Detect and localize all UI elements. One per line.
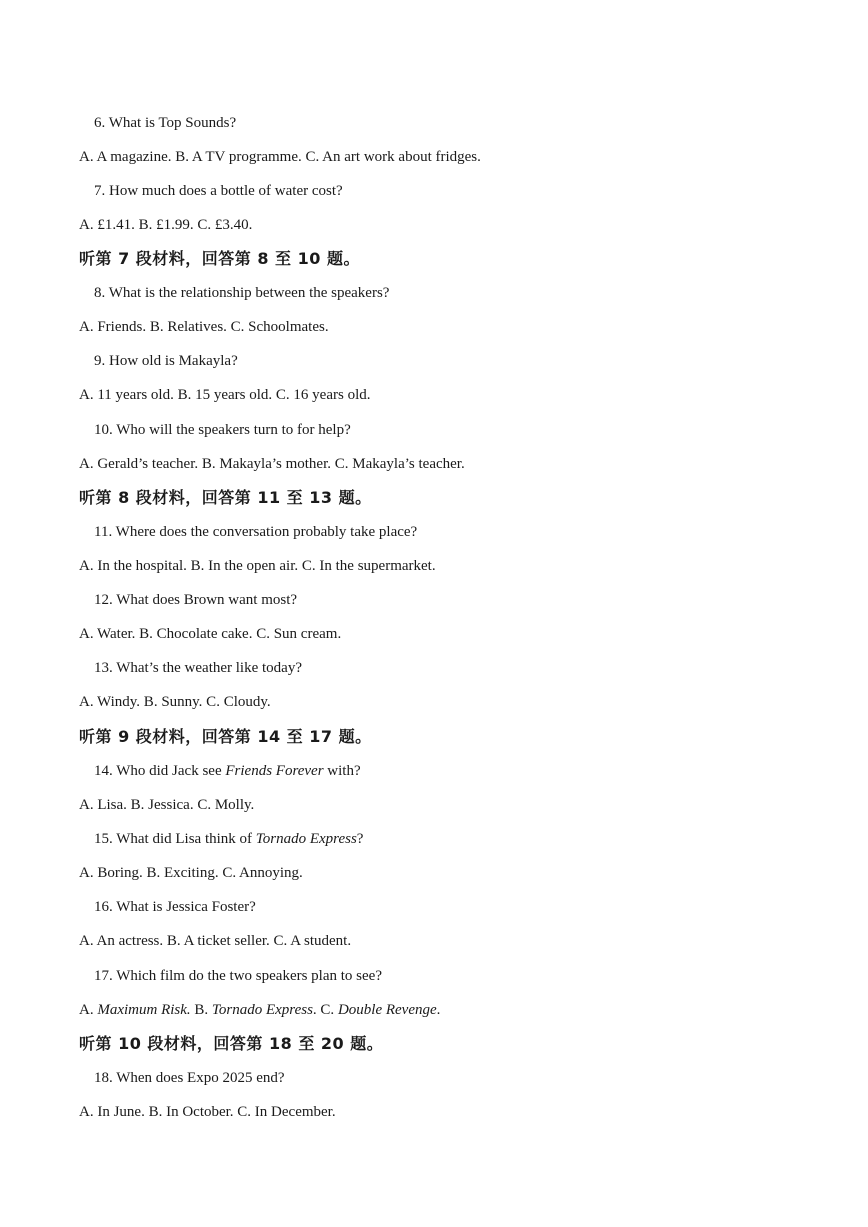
question-14-suffix: with? [323, 763, 361, 779]
section-heading-9: 听第 9 段材料，回答第 14 至 17 题。 [79, 727, 372, 746]
question-15-options: A. Boring. B. Exciting. C. Annoying. [79, 865, 303, 881]
question-9-options: A. 11 years old. B. 15 years old. C. 16 years old. [79, 387, 371, 403]
question-6-options: A. A magazine. B. A TV programme. C. An art work about fridges. [79, 149, 481, 165]
option-c-end: . [436, 1002, 441, 1018]
question-10-options: A. Gerald’s teacher. B. Makayla’s mother. C. Makayla’s teacher. [79, 456, 465, 472]
question-9: 9. How old is Makayla? [94, 353, 238, 369]
question-16-options: A. An actress. B. A ticket seller. C. A student. [79, 933, 352, 949]
question-11-options: A. In the hospital. B. In the open air. C. In the supermarket. [79, 558, 436, 574]
question-15-suffix: ? [356, 831, 364, 847]
question-16: 16. What is Jessica Foster? [94, 899, 256, 915]
question-14-options: A. Lisa. B. Jessica. C. Molly. [79, 797, 255, 813]
question-7: 7. How much does a bottle of water cost? [94, 183, 343, 199]
section-heading-7: 听第 7 段材料，回答第 8 至 10 题。 [79, 249, 360, 268]
question-15-prefix: 15. What did Lisa think of [94, 831, 256, 847]
question-10: 10. Who will the speakers turn to for help? [94, 422, 351, 438]
section-heading-10: 听第 10 段材料，回答第 18 至 20 题。 [79, 1034, 384, 1053]
question-6: 6. What is Top Sounds? [94, 115, 237, 131]
question-15-film-title: Tornado Express [255, 831, 357, 847]
question-18: 18. When does Expo 2025 end? [94, 1070, 285, 1086]
question-11: 11. Where does the conversation probably take place? [94, 524, 418, 540]
question-17-options [79, 1000, 440, 1020]
question-8-options: A. Friends. B. Relatives. C. Schoolmates. [79, 319, 329, 335]
section-heading-8: 听第 8 段材料，回答第 11 至 13 题。 [79, 488, 372, 507]
option-b-label: B. [190, 1002, 212, 1018]
question-14-prefix: 14. Who did Jack see [94, 763, 226, 779]
question-12: 12. What does Brown want most? [94, 592, 298, 608]
question-8: 8. What is the relationship between the speakers? [94, 285, 390, 301]
question-13: 13. What’s the weather like today? [94, 660, 302, 676]
question-14-film-title: Friends Forever [225, 763, 324, 779]
question-12-options: A. Water. B. Chocolate cake. C. Sun cream. [79, 626, 342, 642]
question-17: 17. Which film do the two speakers plan to see? [94, 968, 382, 984]
question-14 [94, 761, 361, 781]
question-13-options: A. Windy. B. Sunny. C. Cloudy. [79, 694, 271, 710]
question-15 [94, 829, 363, 849]
question-7-options: A. £1.41. B. £1.99. C. £3.40. [79, 217, 253, 233]
question-18-options: A. In June. B. In October. C. In December. [79, 1104, 336, 1120]
option-b-film: Tornado Express [211, 1002, 313, 1018]
option-c-label: . C. [312, 1002, 338, 1018]
option-a-label: A. [79, 1002, 98, 1018]
option-c-film: Double Revenge [337, 1002, 437, 1018]
option-a-film: Maximum Risk. [97, 1002, 191, 1018]
